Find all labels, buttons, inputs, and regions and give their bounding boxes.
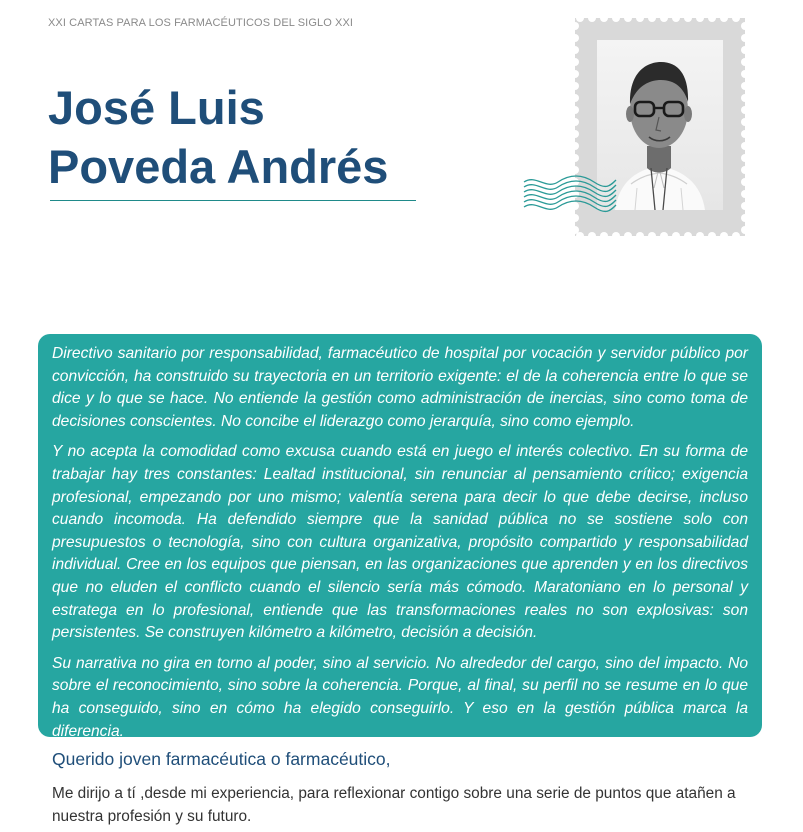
title-underline [50, 200, 416, 201]
postmark-waves-icon [520, 170, 620, 220]
series-header: XXI CARTAS PARA LOS FARMACÉUTICOS DEL SIGLO XXI [48, 17, 354, 29]
bio-paragraph-3: Su narrativa no gira en torno al poder, sino al servicio. No alrededor del cargo, sino del impacto. No sobre el reconocimiento, sino sobre la coherencia. Porque, al final, su perfil no se resume en lo que ha conseguido, sino en cómo ha elegido conseguirlo. Y eso en la gestión pública marca la diferencia. [52, 654, 748, 740]
author-name-line-2: Poveda Andrés [48, 140, 389, 193]
letter-salutation: Querido joven farmacéutica o farmacéutico, [52, 749, 391, 769]
bio-paragraph-2: Y no acepta la comodidad como excusa cuando está en juego el interés colectivo. En su forma de trabajar hay tres constantes: Lealtad institucional, sin renunciar al pensamiento crítico; exigencia profesional, empezando por uno mismo; valentía serena para decir lo que debe decirse, incluso cuando incomoda. Ha defendido siempre que la sanidad pública no se sostiene solo con presupuestos o tecnología, sino con cultura organizativa, propósito compartido y responsabilidad individual. Cree en los equipos que piensan, en las organizaciones que aprenden y en los directivos que no eluden el conflicto cuando el silencio sería más cómodo. Maratoniano en lo personal y estratega en lo profesional, entiende que las transformaciones reales no son explosivas: son persistentes. Se construyen kilómetro a kilómetro, decisión a decisión. [52, 443, 748, 642]
biography-box [38, 334, 762, 740]
bio-paragraph-1: Directivo sanitario por responsabilidad, farmacéutico de hospital por vocación y servidor público por convicción, ha construido su trayectoria en un territorio exigente: el de la coherencia entre lo que se dice y lo que se hace. No entiende la gestión como administración de inercias, sino como toma de decisiones conscientes. No concibe el liderazgo como jerarquía, sino como ejemplo. [52, 345, 748, 430]
letter-opening: Me dirijo a tí ,desde mi experiencia, para reflexionar contigo sobre una serie de puntos que atañen a nuestra profesión y su futuro. [52, 785, 736, 825]
author-name [48, 78, 388, 196]
author-name-line-1: José Luis [48, 81, 265, 134]
